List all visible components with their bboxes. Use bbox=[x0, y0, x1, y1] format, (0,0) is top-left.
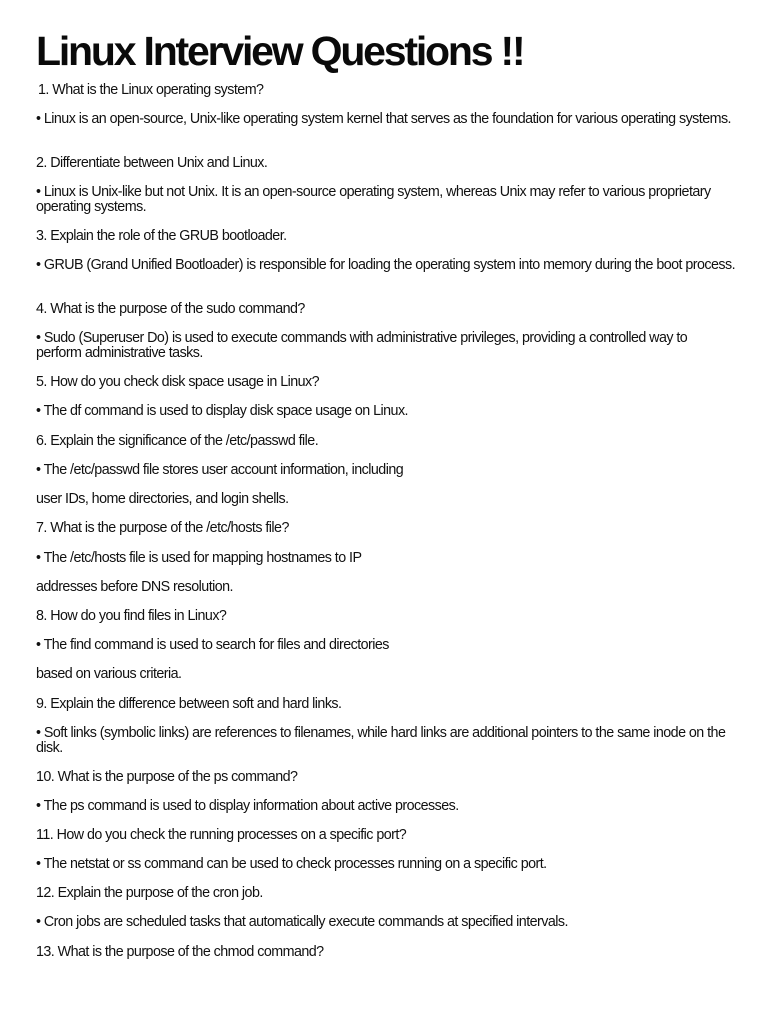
answer-6: • The /etc/passwd file stores user account information, including bbox=[36, 462, 404, 478]
answer-12: • Cron jobs are scheduled tasks that automatically execute commands at specified intervals. bbox=[36, 914, 568, 930]
answer-7: • The /etc/hosts file is used for mapping hostnames to IP bbox=[36, 550, 362, 566]
answer-8-continued: based on various criteria. bbox=[36, 666, 182, 682]
question-12: 12. Explain the purpose of the cron job. bbox=[36, 885, 263, 901]
question-7: 7. What is the purpose of the /etc/hosts file? bbox=[36, 520, 289, 536]
question-3: 3. Explain the role of the GRUB bootloader. bbox=[36, 228, 287, 244]
answer-6-continued: user IDs, home directories, and login shells. bbox=[36, 491, 289, 507]
answer-8: • The find command is used to search for files and directories bbox=[36, 637, 389, 653]
question-10: 10. What is the purpose of the ps command? bbox=[36, 769, 298, 785]
answer-5: • The df command is used to display disk space usage on Linux. bbox=[36, 403, 408, 419]
answer-3: • GRUB (Grand Unified Bootloader) is responsible for loading the operating system into memory during the boot process. bbox=[36, 257, 736, 273]
question-4: 4. What is the purpose of the sudo command? bbox=[36, 301, 305, 317]
question-1: 1. What is the Linux operating system? bbox=[38, 82, 264, 98]
answer-9: • Soft links (symbolic links) are references to filenames, while hard links are additional pointers to the same inode on the disk. bbox=[36, 725, 726, 756]
question-2: 2. Differentiate between Unix and Linux. bbox=[36, 155, 268, 171]
question-11: 11. How do you check the running processes on a specific port? bbox=[36, 827, 407, 843]
question-6: 6. Explain the significance of the /etc/passwd file. bbox=[36, 433, 319, 449]
answer-7-continued: addresses before DNS resolution. bbox=[36, 579, 233, 595]
answer-4: • Sudo (Superuser Do) is used to execute commands with administrative privileges, providing a controlled way to perform administrative tasks. bbox=[36, 330, 688, 361]
question-5: 5. How do you check disk space usage in Linux? bbox=[36, 374, 320, 390]
question-13: 13. What is the purpose of the chmod command? bbox=[36, 944, 324, 960]
answer-1: • Linux is an open-source, Unix-like operating system kernel that serves as the foundation for various operating systems. bbox=[36, 111, 731, 127]
question-8: 8. How do you find files in Linux? bbox=[36, 608, 227, 624]
answer-11: • The netstat or ss command can be used to check processes running on a specific port. bbox=[36, 856, 547, 872]
answer-10: • The ps command is used to display information about active processes. bbox=[36, 798, 459, 814]
question-9: 9. Explain the difference between soft and hard links. bbox=[36, 696, 342, 712]
answer-2: • Linux is Unix-like but not Unix. It is an open-source operating system, whereas Unix may refer to various proprietary operating systems. bbox=[36, 184, 711, 215]
page-title: Linux Interview Questions !! bbox=[36, 28, 524, 74]
